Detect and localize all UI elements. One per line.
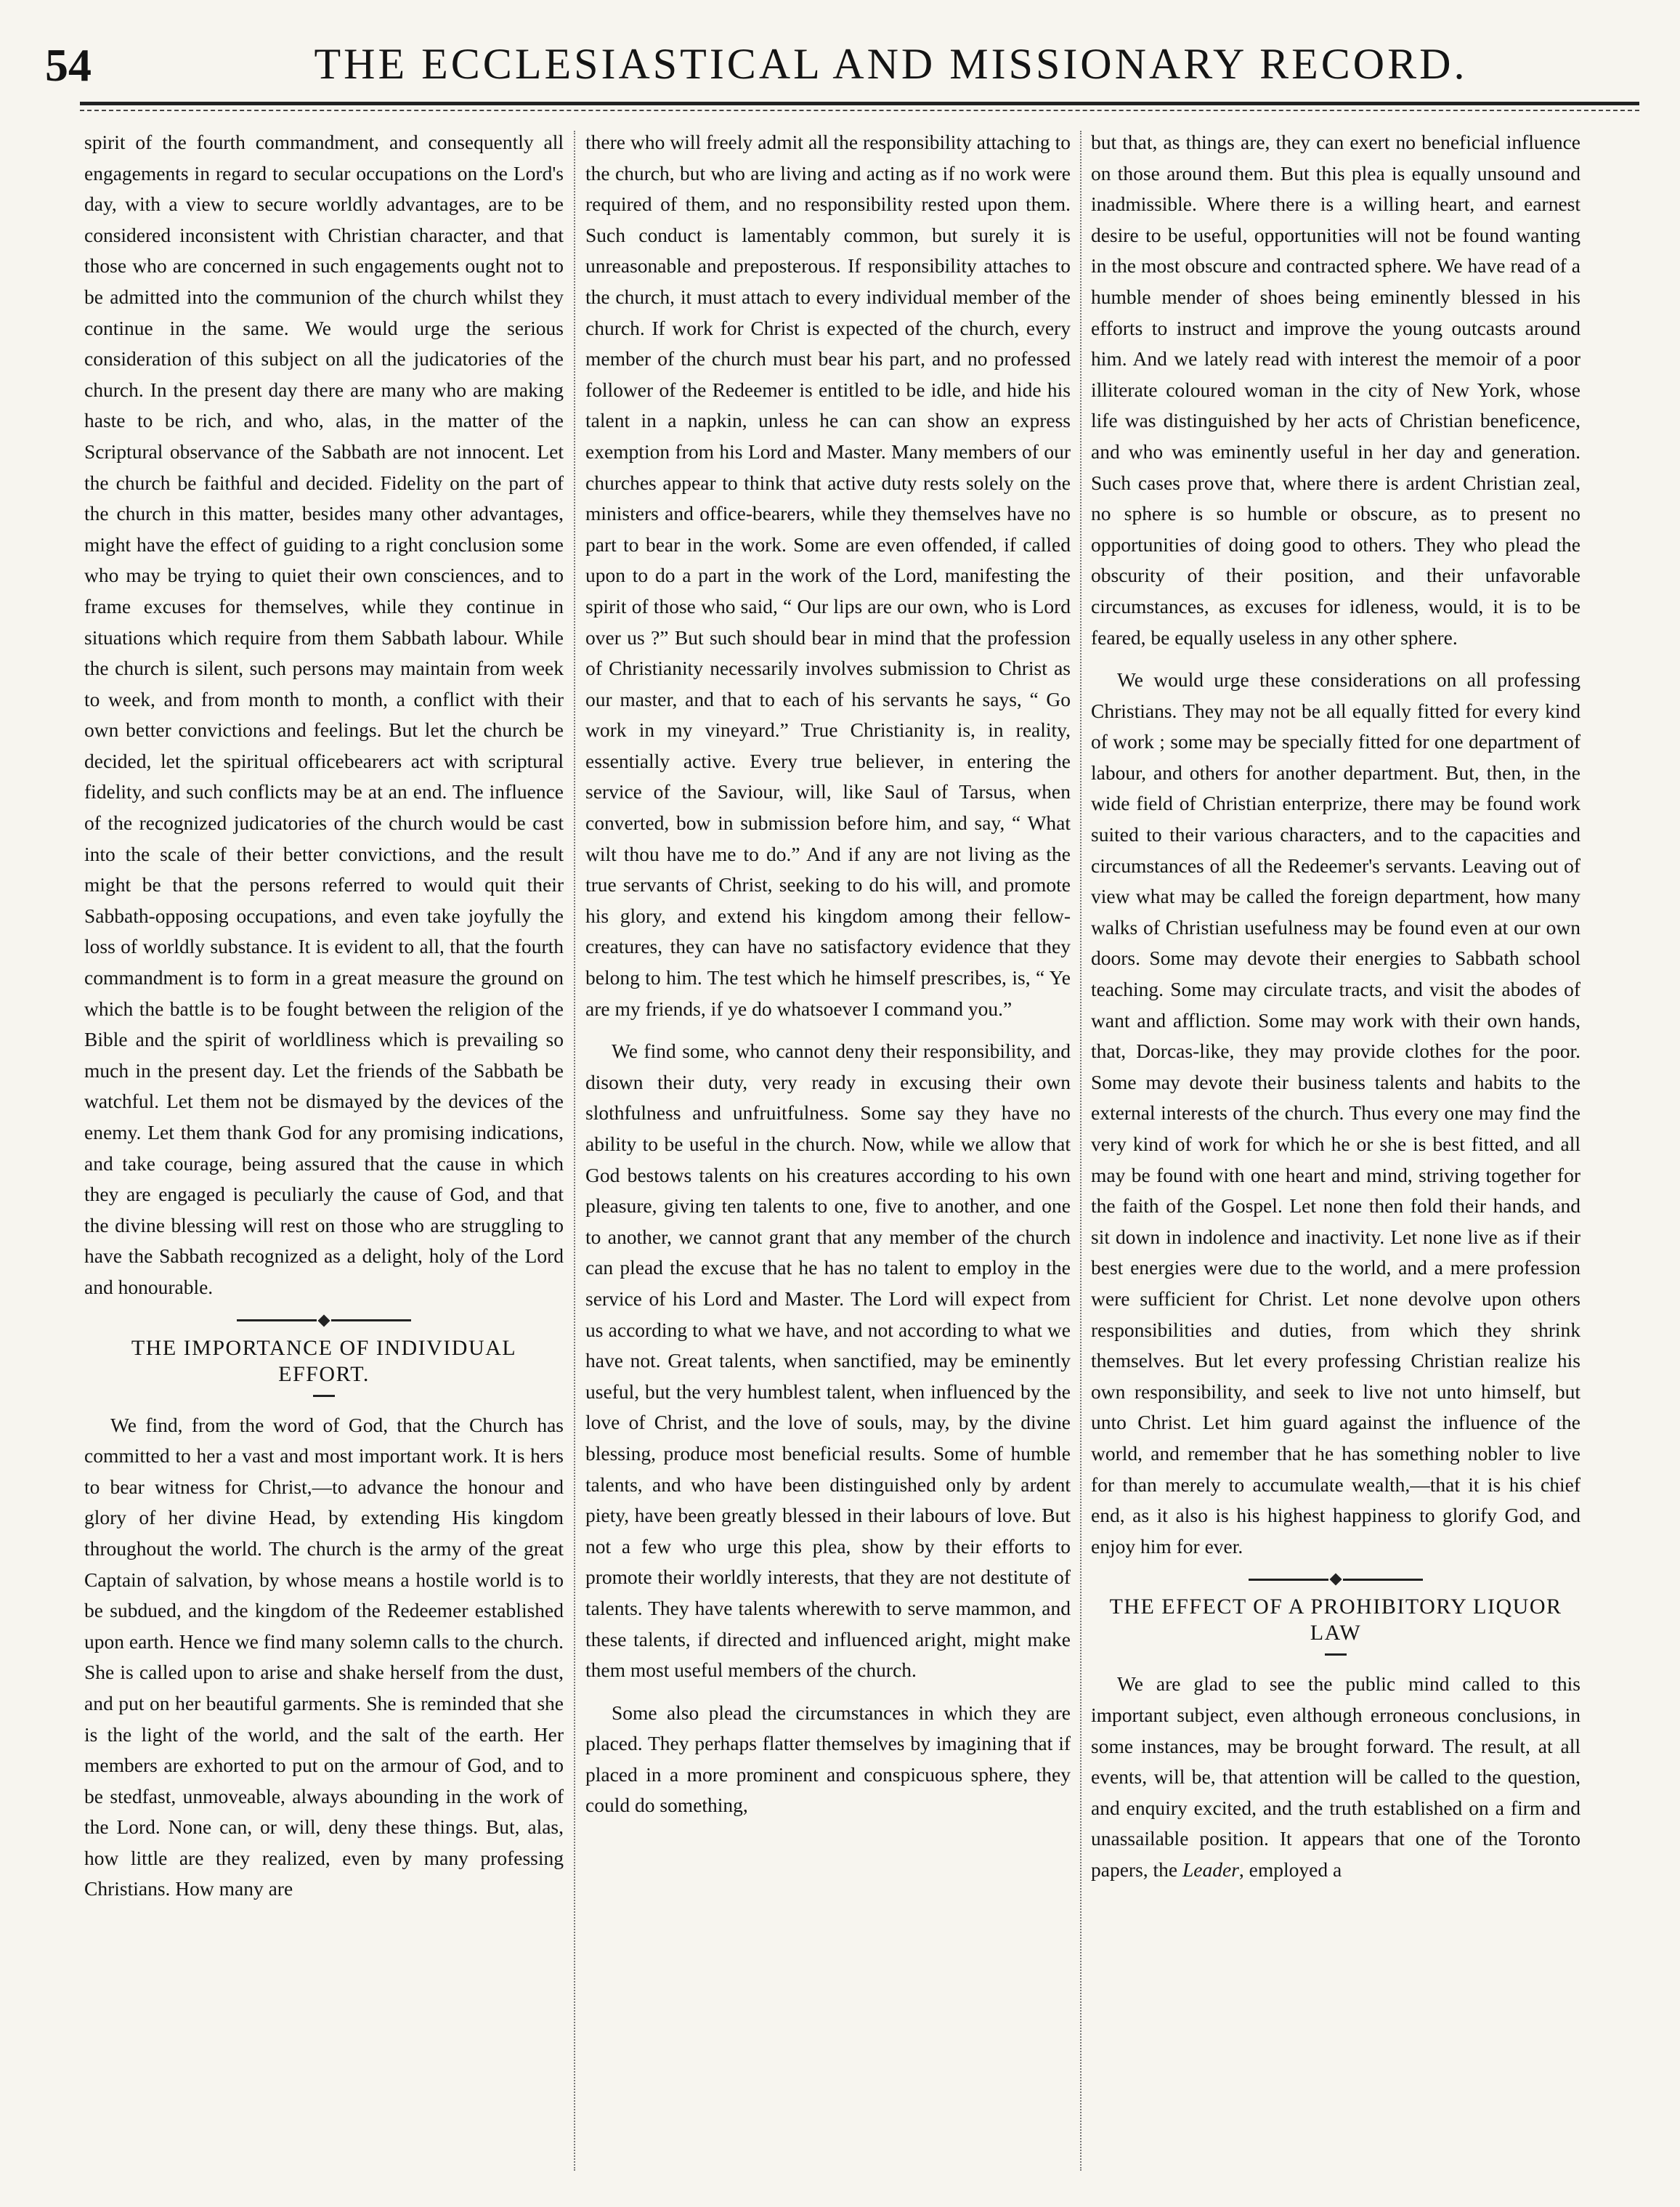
heading-rule — [313, 1395, 335, 1397]
paragraph-text: , employed a — [1238, 1858, 1342, 1881]
paragraph: We find, from the word of God, that the Church has committed to her a vast and most important work. It is hers to bear witness for Christ,—to advance the honour and glory of her divine Head, by extending His kingdom throughout the world. The church is the army of the great Captain of salvation, by whose means a hostile world is to be subdued, and the kingdom of the Redeemer established upon earth. Hence we find many solemn calls to the church. She is called upon to arise and shake herself from the dust, and put on her beautiful garments. She is reminded that she is the light of the world, and the salt of the earth. Her members are exhorted to put on the armour of God, and to be stedfast, unmoveable, always abounding in the work of the Lord. None can, or will, deny these things. But, alas, how little are they realized, even by many professing Christians. How many are — [84, 1413, 564, 1900]
paragraph: but that, as things are, they can exert no beneficial influence on those around them. But this plea is equally unsound and inadmissible. Where there is a willing heart, and earnest desire to be useful, opportunities will not be found wanting in the most obscure and contracted sphere. We have read of a humble mender of shoes being eminently blessed in his efforts to instruct and improve the young outcasts around him. And we lately read with interest the memoir of a poor illiterate coloured woman in the city of New York, whose life was distinguished by her acts of Christian beneficence, and who was eminently useful in her day and generation. Such cases prove that, where there is ardent Christian zeal, no sphere is so humble or obscure, as to present no opportunities of doing good to others. They who plead the obscurity of their position, and their unfavorable circumstances, as excuses for idleness, would, it is to be feared, be equally useless in any other sphere. — [1091, 131, 1580, 649]
paragraph — [1091, 1669, 1580, 1885]
column-divider — [1080, 131, 1082, 2171]
running-title: THE ECCLESIASTICAL AND MISSIONARY RECORD. — [314, 40, 1468, 88]
column-1 — [84, 127, 564, 2178]
section-divider — [1091, 1575, 1580, 1584]
column-divider — [574, 131, 575, 2171]
page-number: 54 — [45, 39, 92, 91]
section-heading: THE EFFECT OF A PROHIBITORY LIQUOR LAW — [1109, 1595, 1562, 1645]
heading-rule — [1325, 1653, 1347, 1656]
paragraph: We would urge these considerations on all professing Christians. They may not be all equally fitted for every kind of work ; some may be specially fitted for one department of labour, and others for another department. But, then, in the wide field of Christian enterprize, there may be found work suited to their various characters, and to the capacities and circumstances of all the Redeemer's servants. Leaving out of view what may be called the foreign department, how many walks of Christian usefulness may be found even at our own doors. Some may devote their energies to Sabbath school teaching. Some may circulate tracts, and visit the abodes of want and affliction. Some may work with their own hands, that, Dorcas-like, they may provide clothes for the poor. Some may devote their business talents and habits to the external interests of the church. Thus every one may find the very kind of work for which he or she is best fitted, and all may be found with one heart and mind, striving together for the faith of the Gospel. Let none then fold their hands, and sit down in indolence and inactivity. Let none live as if their best energies were due to the world, and a mere profession were sufficient for Christ. Let none devolve upon others responsibilities and duties, from which they shrink themselves. But let every professing Christian realize his own responsibility, and seek to live not unto himself, but unto Christ. Let him guard against the influence of the world, and remember that he has something nobler to live for than merely to accumulate wealth,—that it is his chief end, as it also is his highest happiness to glorify God, and enjoy him for ever. — [1091, 668, 1580, 1558]
paragraph: Some also plead the circumstances in which they are placed. They perhaps flatter themselves by imagining that if placed in a more prominent and conspicuous sphere, they could do something, — [585, 1701, 1071, 1817]
header-rule — [80, 102, 1639, 111]
column-2 — [585, 127, 1071, 2178]
paragraph-text: We are glad to see the public mind called to this important subject, even although erroneous conclusions, in some instances, may be brought forward. The result, at all events, will be, that attention will be called to the question, and enquiry excited, and the truth established on a firm and unassailable position. It appears that one of the Toronto papers, the — [1091, 1672, 1580, 1881]
section-divider — [84, 1316, 564, 1325]
paragraph: We find some, who cannot deny their responsibility, and disown their duty, very ready in excusing their own slothfulness and unfruitfulness. Some say they have no ability to be useful in the church. Now, while we allow that God bestows talents on his creatures according to his own pleasure, giving ten talents to one, five to another, and one to another, we cannot grant that any member of the church can plead the excuse that he has no talent to employ in the service of his Lord and Master. The Lord will expect from us according to what we have, and not according to what we have not. Great talents, when sanctified, may be eminently useful, but the very humblest talent, when influenced by the love of Christ, and the love of souls, may, by the divine blessing, produce most beneficial results. Some of humble talents, and who have been distinguished only by ardent piety, have been greatly blessed in their labours of love. But not a few who urge this plea, show by their efforts to promote their worldly interests, that they are not destitute of talents. They have talents wherewith to serve mammon, and these talents, if directed and influenced aright, might make them most useful members of the church. — [585, 1040, 1071, 1682]
column-3 — [1091, 127, 1580, 2178]
section-heading: THE IMPORTANCE OF INDIVIDUAL EFFORT. — [131, 1335, 517, 1386]
newspaper-name: Leader — [1182, 1858, 1239, 1881]
paragraph: spirit of the fourth commandment, and consequently all engagements in regard to secular occupations on the Lord's day, with a view to secure worldly advantages, are to be considered inconsistent with Christian character, and that those who are concerned in such engagements ought not to be admitted into the communion of the church whilst they continue in the same. We would urge the serious consideration of this subject on all the judicatories of the church. In the present day there are many who are making haste to be rich, and who, alas, in the matter of the Scriptural observance of the Sabbath are not innocent. Let the church be faithful and decided. Fidelity on the part of the church in this matter, besides many other advantages, might have the effect of guiding to a right conclusion some who may be trying to quiet their own consciences, and to frame excuses for themselves, while they continue in situations which require from them Sabbath labour. While the church is silent, such persons may maintain from week to week, and from month to month, a conflict with their own better convictions and feelings. But let the church be decided, let the spiritual officebearers act with scriptural fidelity, and such conflicts may be at an end. The influence of the recognized judicatories of the church would be cast into the scale of their better convictions, and the result might be that the persons referred to would quit their Sabbath-opposing occupations, and even take joyfully the loss of worldly substance. It is evident to all, that the fourth commandment is to form in a great measure the ground on which the battle is to be fought between the religion of the Bible and the spirit of worldliness which is prevailing so much in the present day. Let the friends of the Sabbath be watchful. Let them not be dismayed by the devices of the enemy. Let them thank God for any promising indications, and take courage, being assured that the cause in which they are engaged is peculiarly the cause of God, and that the divine blessing will rest on those who are struggling to have the Sabbath recognized as a delight, holy of the Lord and honourable. — [84, 131, 564, 1298]
paragraph: there who will freely admit all the responsibility attaching to the church, but who are living and acting as if no work were required of them, and no responsibility rested upon them. Such conduct is lamentably common, but surely it is unreasonable and preposterous. If responsibility attaches to the church, it must attach to every individual member of the church. If work for Christ is expected of the church, every member of the church must bear his part, and no professed follower of the Redeemer is entitled to be idle, and hide his talent in a napkin, unless he can can show an express exemption from his Lord and Master. Many members of our churches appear to think that active duty rests solely on the ministers and office-bearers, while they themselves have no part to bear in the work. Some are even offended, if called upon to do a part in the work of the Lord, manifesting the spirit of those who said, “ Our lips are our own, who is Lord over us ?” But such should bear in mind that the profession of Christianity necessarily involves submission to Christ as our master, and that to each of his servants he says, “ Go work in my vineyard.” True Christianity is, in reality, essentially active. Every true believer, in entering the service of the Saviour, will, like Saul of Tarsus, when converted, bow in submission before him, and say, “ What wilt thou have me to do.” And if any are not living as the true servants of Christ, seeking to do his will, and promote his glory, and extend his kingdom among their fellow-creatures, they can have no satisfactory evidence that they belong to him. The test which he himself prescribes, is, “ Ye are my friends, if ye do whatsoever I command you.” — [585, 131, 1071, 1020]
